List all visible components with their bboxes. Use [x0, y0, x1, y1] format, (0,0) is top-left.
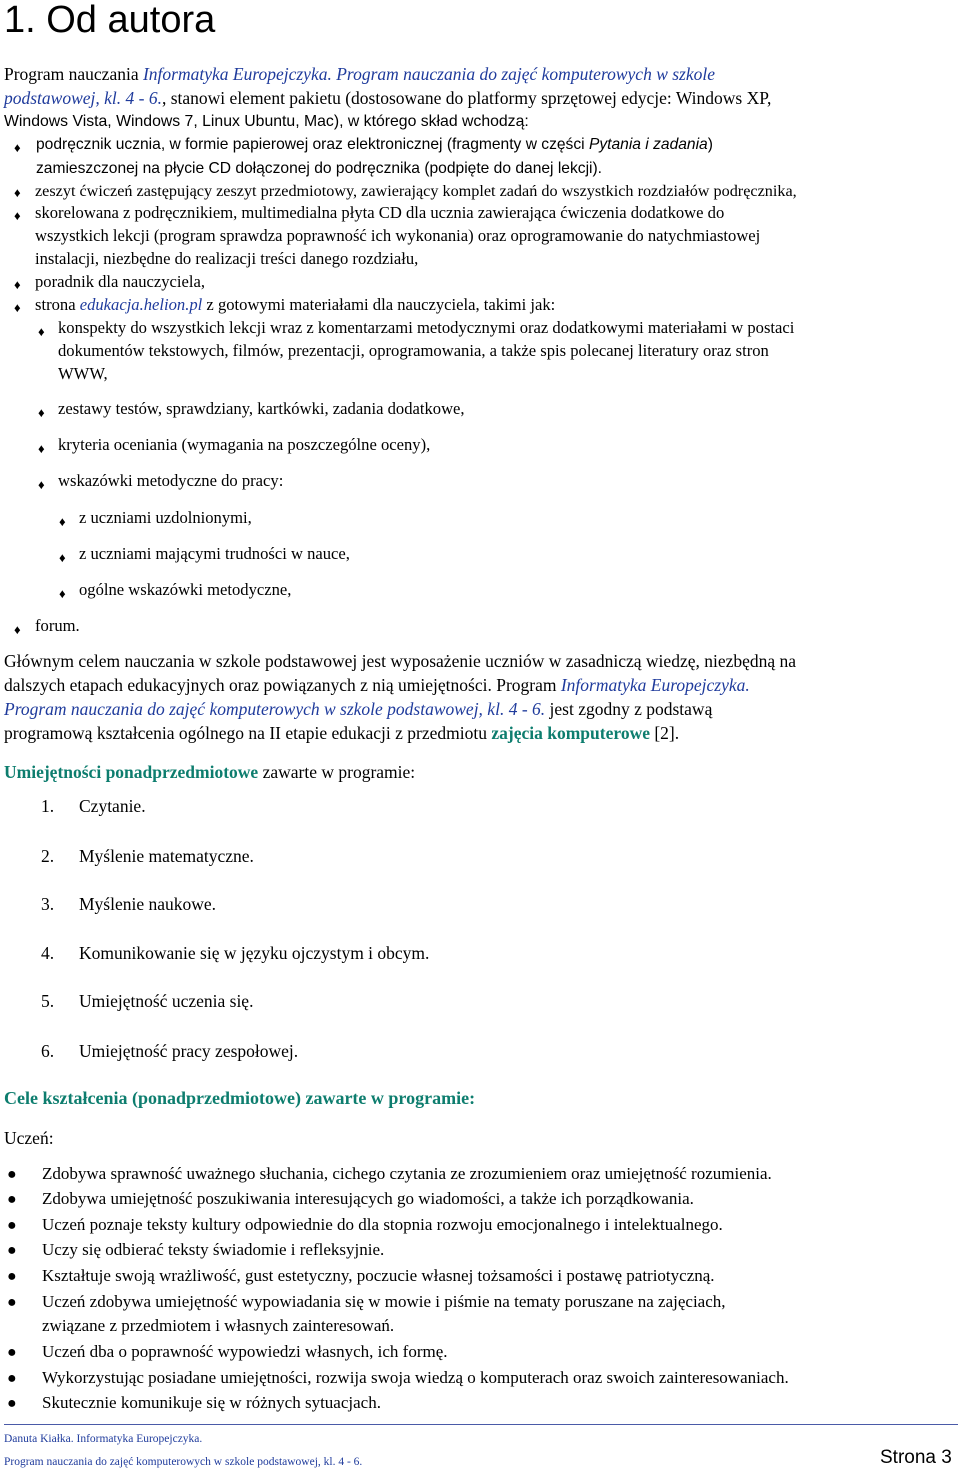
- diamond-bullet-icon: ♦: [14, 208, 21, 223]
- goal-line-4: programową kształcenia ogólnego na II etapie edukacji z przedmiotu zajęcia komputerowe [2].: [4, 723, 680, 743]
- disc-bullet-icon: ●: [7, 1395, 17, 1412]
- sub-item-1-line-3: WWW,: [58, 364, 108, 383]
- diamond-bullet-icon: ♦: [38, 477, 45, 492]
- goal-item-cont: związane z przedmiotem i własnych zainteresowań.: [42, 1316, 395, 1335]
- disc-bullet-icon: ●: [7, 1217, 17, 1234]
- goals-heading: Cele kształcenia (ponadprzedmiotowe) zawarte w programie:: [4, 1088, 476, 1108]
- component-item-3-line-3: instalacji, niezbędne do realizacji treści danego rozdziału,: [35, 249, 419, 268]
- component-item-1-cont: zamieszczonej na płycie CD dołączonej do podręcznika (podpięte do danej lekcji).: [36, 160, 603, 177]
- diamond-bullet-icon: ♦: [59, 550, 66, 565]
- component-item-4: poradnik dla nauczyciela,: [35, 272, 206, 291]
- program-title-link: Informatyka Europejczyka. Program nauczania do zajęć komputerowych w szkole: [142, 64, 716, 84]
- disc-bullet-icon: ●: [7, 1166, 17, 1183]
- skill-item-num: 6.: [41, 1041, 55, 1061]
- page-title: 1. Od autora: [4, 0, 216, 41]
- goal-item: Kształtuje swoją wrażliwość, gust estetyczny, poczucie własnej tożsamości i postawę patriotyczną.: [42, 1266, 715, 1285]
- skill-item-text: Komunikowanie się w języku ojczystym i obcym.: [79, 943, 430, 963]
- component-item-5: strona edukacja.helion.pl z gotowymi materiałami dla nauczyciela, takimi jak:: [35, 295, 556, 314]
- disc-bullet-icon: ●: [7, 1242, 17, 1259]
- program-title-ref-cont: Program nauczania do zajęć komputerowych w szkole podstawowej, kl. 4 - 6.: [4, 699, 546, 719]
- sub-item-1: konspekty do wszystkich lekcji wraz z komentarzami metodycznymi oraz dodatkowymi materiałami w postaci: [58, 318, 795, 337]
- diamond-bullet-icon: ♦: [14, 277, 21, 292]
- skill-item-num: 3.: [41, 894, 55, 914]
- disc-bullet-icon: ●: [7, 1191, 17, 1208]
- skill-item-text: Myślenie naukowe.: [79, 894, 217, 914]
- edukacja-helion-link[interactable]: edukacja.helion.pl: [79, 295, 203, 314]
- diamond-bullet-icon: ♦: [14, 140, 21, 155]
- program-title-ref: Informatyka Europejczyka.: [560, 675, 750, 695]
- program-title-link-cont: podstawowej, kl. 4 - 6.: [4, 88, 162, 108]
- goal-item: Uczy się odbierać teksty świadomie i refleksyjnie.: [42, 1240, 385, 1259]
- intro-prefix: Program nauczania: [4, 64, 143, 84]
- component-item-1: podręcznik ucznia, w formie papierowej oraz elektronicznej (fragmenty w części Pytania i zadania): [36, 136, 713, 153]
- skills-heading: Umiejętności ponadprzedmiotowe zawarte w programie:: [4, 762, 416, 782]
- skill-item-text: Umiejętność uczenia się.: [79, 991, 254, 1011]
- disc-bullet-icon: ●: [7, 1268, 17, 1285]
- page-number: Strona 3: [880, 1447, 952, 1468]
- goal-item: Zdobywa umiejętność poszukiwania interesujących go wiadomości, a także ich porządkowania.: [42, 1189, 694, 1208]
- diamond-bullet-icon: ♦: [38, 324, 45, 339]
- sub-item-4: wskazówki metodyczne do pracy:: [58, 471, 284, 490]
- intro-line-2: [4, 86, 771, 110]
- footer-divider: [4, 1424, 958, 1425]
- skill-item-num: 4.: [41, 943, 55, 963]
- goal-item: Wykorzystując posiadane umiejętności, rozwija swoja wiedzą o komputerach oraz swoich zainteresowaniach.: [42, 1368, 789, 1387]
- diamond-bullet-icon: ♦: [59, 514, 66, 529]
- diamond-bullet-icon: ♦: [38, 441, 45, 456]
- goal-item: Uczeń zdobywa umiejętność wypowiadania się w mowie i piśmie na tematy poruszane na zajęciach,: [42, 1292, 726, 1311]
- skill-item-num: 5.: [41, 991, 55, 1011]
- footer-program: Program nauczania do zajęć komputerowych w szkole podstawowej, kl. 4 - 6.: [4, 1456, 363, 1468]
- skill-item-text: Myślenie matematyczne.: [79, 846, 254, 866]
- intro-rest: , stanowi element pakietu (dostosowane do platformy sprzętowej edycje: Windows XP,: [161, 88, 772, 108]
- diamond-bullet-icon: ♦: [38, 405, 45, 420]
- component-item-6: forum.: [35, 616, 80, 635]
- diamond-bullet-icon: ♦: [14, 622, 21, 637]
- component-item-3: skorelowana z podręcznikiem, multimedialna płyta CD dla ucznia zawierająca ćwiczenia dodatkowe do: [35, 203, 725, 222]
- disc-bullet-icon: ●: [7, 1370, 17, 1387]
- skills-heading-accent: Umiejętności ponadprzedmiotowe: [4, 762, 259, 782]
- diamond-bullet-icon: ♦: [14, 300, 21, 315]
- goal-item: Uczeń dba o poprawność wypowiedzi własnych, ich formę.: [42, 1342, 448, 1361]
- subject-name: zajęcia komputerowe: [491, 723, 650, 743]
- goal-line-3: Program nauczania do zajęć komputerowych w szkole podstawowej, kl. 4 - 6. jest zgodny z podstawą: [4, 699, 713, 719]
- goal-item: Skutecznie komunikuje się w różnych sytuacjach.: [42, 1393, 381, 1412]
- diamond-bullet-icon: ♦: [14, 185, 21, 200]
- sub-item-2: zestawy testów, sprawdziany, kartkówki, zadania dodatkowe,: [58, 399, 465, 418]
- component-item-2: zeszyt ćwiczeń zastępujący zeszyt przedmiotowy, zawierający komplet zadań do wszystkich rozdziałów podręcznika,: [35, 182, 797, 200]
- pytania-i-zadania: Pytania i zadania: [588, 136, 708, 153]
- sub-item-1-line-2: dokumentów tekstowych, filmów, prezentacji, oprogramowania, a także spis polecanej literatury oraz stron: [58, 341, 769, 360]
- skill-item-num: 2.: [41, 846, 55, 866]
- disc-bullet-icon: ●: [7, 1344, 17, 1361]
- footer-author: Danuta Kiałka. Informatyka Europejczyka.: [4, 1433, 203, 1445]
- skill-item-text: Czytanie.: [79, 796, 146, 816]
- disc-bullet-icon: ●: [7, 1294, 17, 1311]
- goal-line-1: Głównym celem nauczania w szkole podstawowej jest wyposażenie uczniów w zasadniczą wiedzę, niezbędną na: [4, 651, 797, 671]
- skill-item-num: 1.: [41, 796, 55, 816]
- sub-item-3: kryteria oceniania (wymagania na poszczególne oceny),: [58, 435, 431, 454]
- sub-sub-item-2: z uczniami mającymi trudności w nauce,: [79, 544, 350, 563]
- intro-line-3: Windows Vista, Windows 7, Linux Ubuntu, Mac), w którego skład wchodzą:: [4, 113, 529, 130]
- sub-sub-item-1: z uczniami uzdolnionymi,: [79, 508, 252, 527]
- skill-item-text: Umiejętność pracy zespołowej.: [79, 1041, 299, 1061]
- diamond-bullet-icon: ♦: [59, 586, 66, 601]
- goal-item: Zdobywa sprawność uważnego słuchania, cichego czytania ze zrozumieniem oraz umiejętność rozumienia.: [42, 1164, 772, 1183]
- intro-line-1: [4, 62, 956, 86]
- student-label: Uczeń:: [4, 1128, 54, 1148]
- sub-sub-item-3: ogólne wskazówki metodyczne,: [79, 580, 292, 599]
- component-item-3-line-2: wszystkich lekcji (program sprawdza poprawność ich wykonania) oraz oprogramowanie do natychmiastowej: [35, 226, 761, 245]
- goal-line-2: dalszych etapach edukacyjnych oraz powiązanych z nią umiejętności. Program Informatyka Europejczyka.: [4, 675, 750, 695]
- goal-item: Uczeń poznaje teksty kultury odpowiednie do dla stopnia rozwoju emocjonalnego i intelektualnego.: [42, 1215, 723, 1234]
